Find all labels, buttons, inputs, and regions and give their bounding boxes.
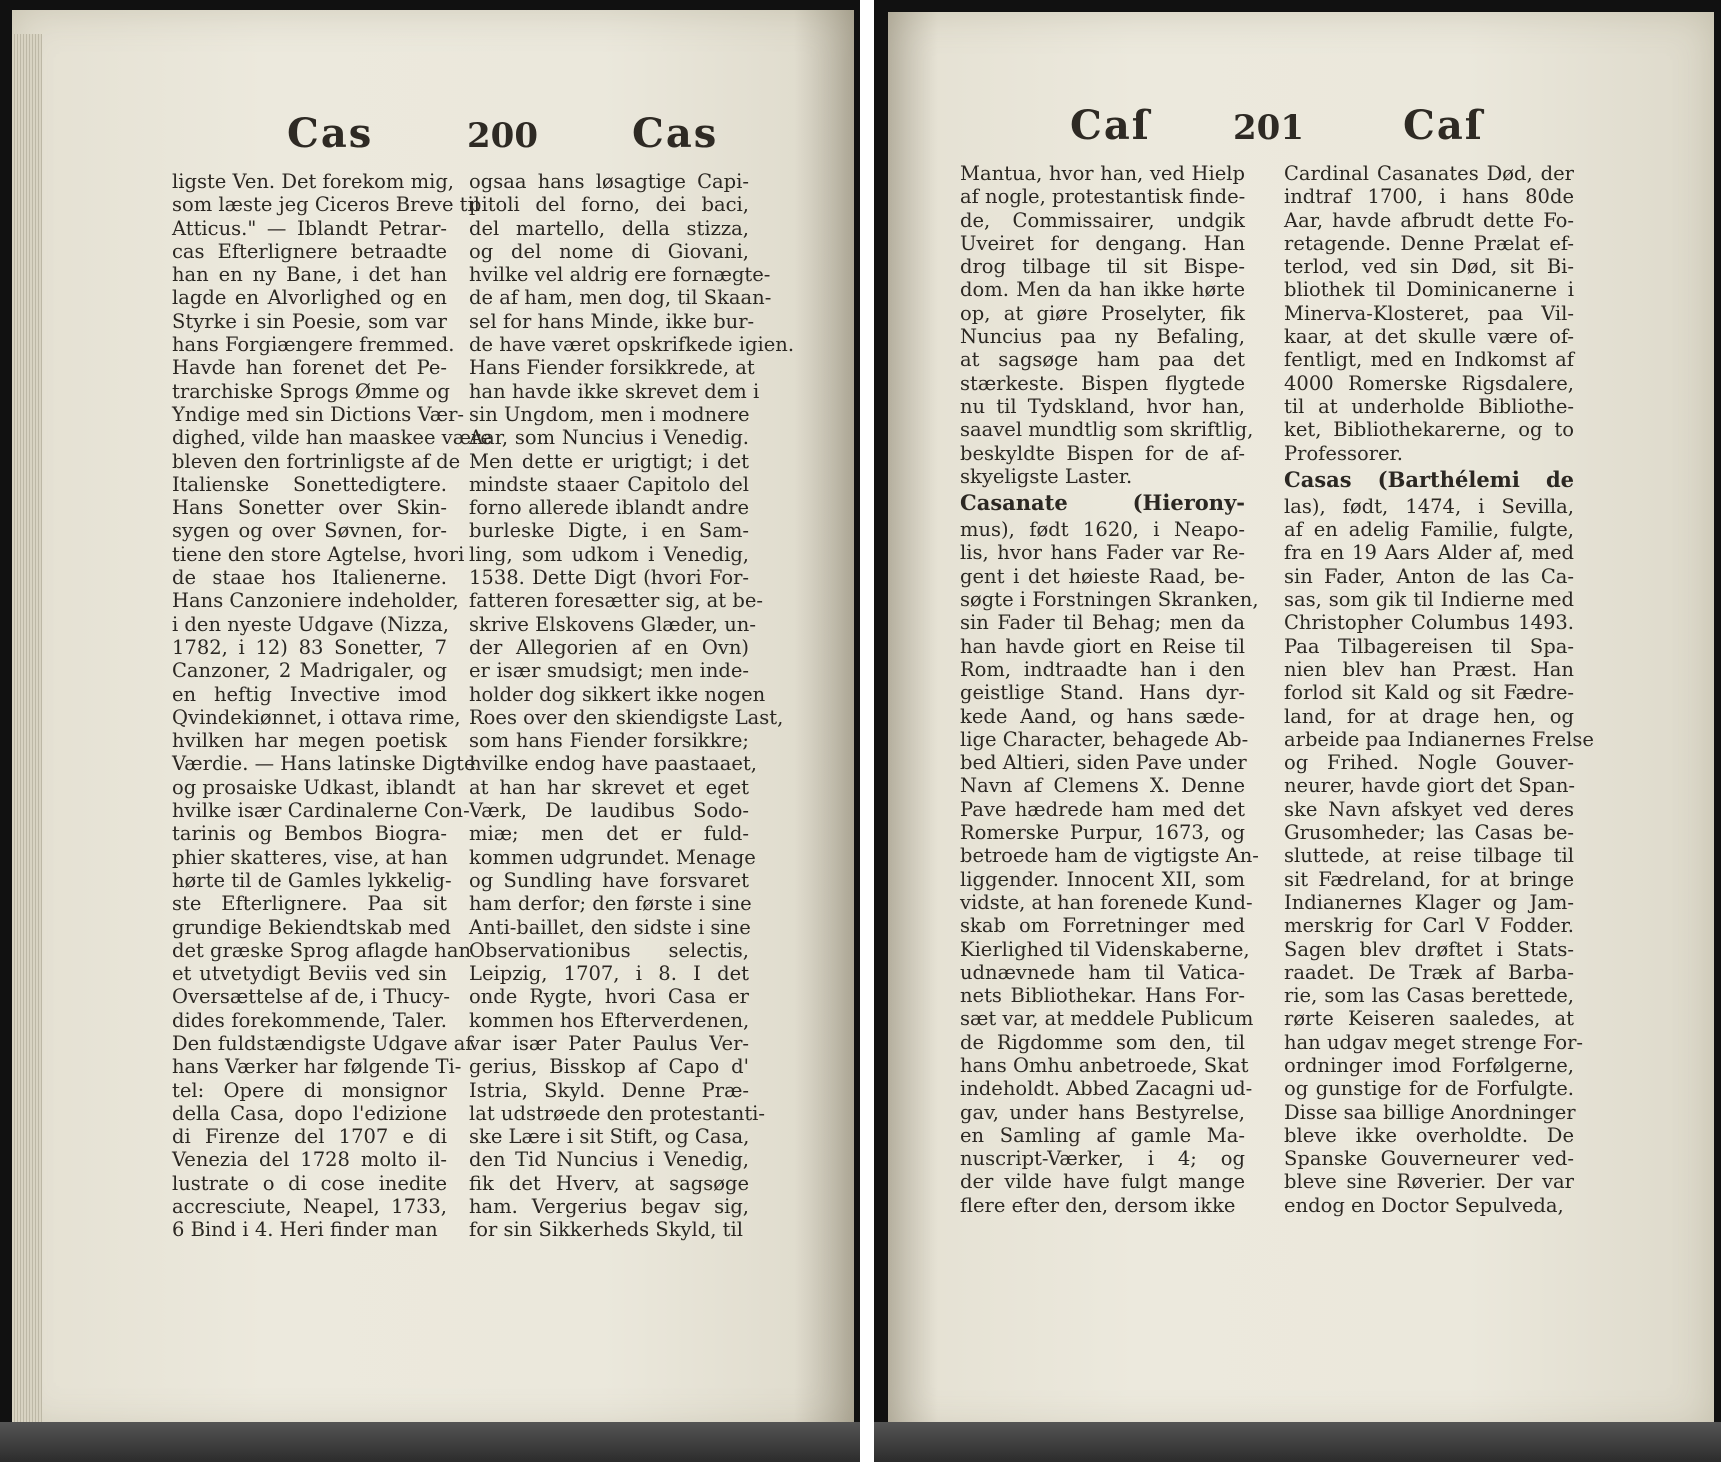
text-line: hvilke især Cardinalerne Con- [172, 799, 470, 823]
text-line: Minerva-Klosteret, paa Vil- [1284, 301, 1574, 325]
text-line: ske Navn afskyet ved deres [1284, 797, 1574, 821]
text-line: rie, som las Casas berettede, [1284, 984, 1574, 1008]
text-line: las), født, 1474, i Sevilla, [1284, 494, 1574, 518]
text-line: Uveiret for dengang. Han [960, 231, 1245, 255]
text-line: Sagen blev drøftet i Stats- [1284, 937, 1574, 961]
text-line: for sin Sikkerheds Skyld, til [469, 1218, 743, 1242]
text-line: fik det Hverv, at sagsøge [469, 1171, 749, 1195]
text-line: de staae hos Italienerne. [172, 566, 447, 590]
text-line: arbeide paa Indianernes Frelse [1284, 727, 1594, 751]
text-line: holder dog sikkert ikke nogen [469, 682, 766, 706]
text-line: til at underholde Bibliothe- [1284, 394, 1574, 418]
right-page [888, 12, 1714, 1432]
text-line: dom. Men da han ikke hørte [960, 278, 1245, 302]
text-line: tel: Opere di monsignor [172, 1078, 447, 1102]
text-line: terlod, ved sin Død, sit Bi- [1284, 255, 1574, 279]
text-line: et utvetydigt Beviis ved sin [172, 962, 447, 986]
text-line: Mantua, hvor han, ved Hielp [960, 162, 1245, 185]
text-line: ling, som udkom i Venedig, [469, 542, 749, 566]
text-line: de Rigdomme som den, til [960, 1030, 1245, 1054]
text-line: accresciute, Neapel, 1733, [172, 1195, 447, 1219]
right-page-column-2 [1284, 162, 1594, 1217]
text-line: nuscript-Værker, i 4; og [960, 1147, 1245, 1171]
text-line: nu til Tydskland, hvor han, [960, 394, 1245, 418]
scan-bottom-shadow-left [0, 1422, 860, 1462]
text-line: Værdie. — Hans latinske Digte [172, 752, 476, 776]
text-line: liggender. Innocent XII, som [960, 867, 1245, 891]
text-line: hørte til de Gamles lykkelig- [172, 868, 452, 892]
text-line: søgte i Forstningen Skranken, [960, 588, 1259, 612]
text-line: sin Ungdom, men i modnere [469, 402, 750, 426]
text-line: sel for hans Minde, ikke bur- [469, 309, 755, 333]
right-page-number: 201 [1233, 108, 1304, 148]
text-line: ham derfor; den første i sine [469, 892, 752, 916]
text-line: Christopher Columbus 1493. [1284, 611, 1574, 635]
text-line: beskyldte Bispen for de af- [960, 441, 1245, 465]
text-line: bed Altieri, siden Pave under [960, 751, 1247, 775]
text-line: Istria, Skyld. Denne Præ- [469, 1078, 749, 1102]
text-line: der vilde have fulgt mange [960, 1170, 1245, 1194]
text-line: at han har skrevet et eget [469, 775, 749, 799]
text-line: Casas (Barthélemi de [1284, 466, 1574, 492]
text-line: nien blev han Præst. Han [1284, 657, 1574, 681]
text-line: udnævnede ham til Vatica- [960, 960, 1245, 984]
text-line: rørte Keiseren saaledes, at [1284, 1007, 1574, 1031]
text-line: skrive Elskovens Glæder, un- [469, 612, 756, 636]
text-line: 4000 Romerske Rigsdalere, [1284, 371, 1574, 395]
text-line: gerius, Bisskop af Capo d' [469, 1055, 749, 1079]
text-line: indtraf 1700, i hans 80de [1284, 185, 1574, 209]
text-line: Hans Fiender forsikkrede, at [469, 356, 755, 380]
left-page-header [12, 110, 854, 160]
text-line: Cardinal Casanates Død, der [1284, 162, 1574, 185]
text-line: ket, Bibliothekarerne, og to [1284, 418, 1574, 442]
text-line: 1782, i 12) 83 Sonetter, 7 [172, 635, 447, 659]
text-line: han havde ikke skrevet dem i [469, 379, 760, 403]
text-line: de, Commissairer, undgik [960, 208, 1245, 232]
text-line: betroede ham de vigtigste An- [960, 844, 1259, 868]
text-line: lustrate o di cose inedite [172, 1171, 447, 1195]
text-line: hans Forgiængere fremmed. [172, 333, 455, 357]
text-line: del martello, della stizza, [469, 216, 749, 240]
text-line: dides forekommende, Taler. [172, 1008, 447, 1032]
text-line: og prosaiske Udkast, iblandt [172, 775, 456, 799]
text-line: Men dette er urigtigt; i det [469, 449, 749, 473]
text-line: trarchiske Sprogs Ømme og [172, 379, 450, 403]
right-page-column-1 [960, 162, 1259, 1217]
text-line: Grusomheder; las Casas be- [1284, 821, 1574, 845]
spine-shadow-right [888, 12, 938, 1432]
text-line: en Samling af gamle Ma- [960, 1123, 1245, 1147]
text-line: della Casa, dopo l'edizione [172, 1101, 447, 1125]
text-line: og del nome di Giovani, [469, 239, 749, 263]
text-line: 6 Bind i 4. Heri finder man [172, 1218, 438, 1242]
text-line: Styrke i sin Poesie, som var [172, 309, 447, 333]
text-line: Leipzig, 1707, i 8. I det [469, 962, 749, 986]
text-line: sin Fader til Behag; men da [960, 611, 1245, 635]
text-line: bleven den fortrinligste af de [172, 449, 461, 473]
text-line: onde Rygte, hvori Casa er [469, 985, 749, 1009]
text-line: Professorer. [1284, 441, 1403, 465]
text-line: kaar, at det skulle være of- [1284, 325, 1574, 349]
text-line: som læste jeg Ciceros Breve til [172, 193, 480, 217]
text-line: Nuncius paa ny Befaling, [960, 325, 1245, 349]
text-line: en heftig Invective imod [172, 682, 447, 706]
text-line: Værk, De laudibus Sodo- [469, 799, 749, 823]
text-line: saavel mundtlig som skriftlig, [960, 418, 1254, 442]
text-line: Venezia del 1728 molto il- [172, 1148, 447, 1172]
text-line: ste Efterlignere. Paa sit [172, 892, 447, 916]
text-line: op, at giøre Proselyter, fik [960, 301, 1245, 325]
text-line: hans Omhu anbetroede, Skat [960, 1053, 1249, 1077]
text-line: hans Værker har følgende Ti- [172, 1055, 462, 1079]
text-line: Observationibus selectis, [469, 938, 749, 962]
text-line: ligste Ven. Det forekom mig, [172, 170, 455, 193]
text-line: Pave hædrede ham med det [960, 797, 1245, 821]
text-line: Yndige med sin Dictions Vær- [172, 402, 464, 426]
text-line: ske Lære i sit Stift, og Casa, [469, 1125, 750, 1149]
text-line: forlod sit Kald og sit Fædre- [1284, 681, 1574, 705]
text-line: Hans Canzoniere indeholder, [172, 589, 459, 613]
right-page-header [888, 102, 1714, 152]
text-line: Navn af Clemens X. Denne [960, 774, 1245, 798]
text-line: Atticus." — Iblandt Petrar- [172, 216, 447, 240]
text-line: lat udstrøede den protestanti- [469, 1101, 765, 1125]
text-line: skab om Forretninger med [960, 914, 1245, 938]
text-line: kede Aand, og hans sæde- [960, 704, 1245, 728]
text-line: af nogle, protestantisk finde- [960, 185, 1246, 209]
text-line: merskrig for Carl V Fodder. [1284, 914, 1574, 938]
text-line: gent i det høieste Raad, be- [960, 564, 1245, 588]
text-line: mindste staaer Capitolo del [469, 472, 749, 496]
left-page-column-2 [469, 170, 795, 1242]
text-line: Havde han forenet det Pe- [172, 356, 447, 380]
text-line: sæt var, at meddele Publicum [960, 1007, 1254, 1031]
right-header-word-left: Caſ [1070, 102, 1151, 149]
text-line: di Firenze del 1707 e di [172, 1125, 447, 1149]
text-line: ogsaa hans løsagtige Capi- [469, 170, 749, 193]
text-line: og Sundling have forsvaret [469, 868, 749, 892]
text-line: raadet. De Træk af Barba- [1284, 960, 1574, 984]
text-line: Paa Tilbagereisen til Spa- [1284, 634, 1574, 658]
text-line: Rom, indtraadte han i den [960, 657, 1245, 681]
text-line: Indianernes Klager og Jam- [1284, 890, 1574, 914]
text-line: lagde en Alvorlighed og en [172, 286, 447, 310]
left-page-number: 200 [467, 116, 538, 156]
text-line: endog en Doctor Sepulveda, [1284, 1193, 1564, 1217]
text-line: de af ham, men dog, til Skaan- [469, 286, 772, 310]
text-line: lige Character, behagede Ab- [960, 727, 1249, 751]
text-line: forno allerede iblandt andre [469, 496, 749, 520]
text-line: sluttede, at reise tilbage til [1284, 844, 1574, 868]
text-line: i den nyeste Udgave (Nizza, [172, 612, 449, 636]
left-header-word-right: Cas [632, 110, 719, 157]
text-line: tarinis og Bembos Biogra- [172, 822, 447, 846]
text-line: bleve sine Røverier. Der var [1284, 1170, 1574, 1194]
text-line: Aar, havde afbrudt dette Fo- [1284, 208, 1574, 232]
text-line: drog tilbage til sit Bispe- [960, 255, 1245, 279]
text-line: fra en 19 Aars Alder af, med [1284, 541, 1574, 565]
text-line: ham. Vergerius begav sig, [469, 1195, 749, 1219]
text-line: der Allegorien af en Ovn) [469, 635, 749, 659]
text-line: phier skatteres, vise, at han [172, 845, 448, 869]
text-line: er især smudsigt; men inde- [469, 659, 749, 683]
text-line: Kierlighed til Videnskaberne, [960, 937, 1250, 961]
text-line: han udgav meget strenge For- [1284, 1030, 1583, 1054]
text-line: vidste, at han forenede Kund- [960, 890, 1253, 914]
text-line: bliothek til Dominicanerne i [1284, 278, 1574, 302]
text-line: ordninger imod Forfølgerne, [1284, 1053, 1574, 1077]
text-line: han en ny Bane, i det han [172, 263, 447, 287]
text-line: lis, hvor hans Fader var Re- [960, 541, 1245, 565]
text-line: sas, som gik til Indierne med [1284, 588, 1574, 612]
text-line: de have været opskrifkede igien. [469, 333, 795, 357]
text-line: Casanate (Hierony- [960, 490, 1245, 516]
scan-bottom-shadow-right [874, 1422, 1721, 1462]
text-line: indeholdt. Abbed Zacagni ud- [960, 1077, 1253, 1101]
text-line: og gunstige for de Forfulgte. [1284, 1077, 1574, 1101]
scan-divider [860, 0, 874, 1462]
left-header-word-left: Cas [287, 110, 374, 157]
text-line: Hans Sonetter over Skin- [172, 496, 447, 520]
text-line: den Tid Nuncius i Venedig, [469, 1148, 749, 1172]
page-edges [12, 34, 42, 1434]
text-line: Qvindekiønnet, i ottava rime, [172, 705, 461, 729]
text-line: Canzoner, 2 Madrigaler, og [172, 659, 447, 683]
text-line: Aar, som Nuncius i Venedig. [469, 426, 749, 450]
text-line: Disse saa billige Anordninger [1284, 1100, 1576, 1124]
text-line: sygen og over Søvnen, for- [172, 519, 447, 543]
text-line: hvilken har megen poetisk [172, 729, 447, 753]
text-line: som hans Fiender forsikkre; [469, 729, 749, 753]
text-line: sit Fædreland, for at bringe [1284, 867, 1574, 891]
text-line: miæ; men det er fuld- [469, 822, 749, 846]
text-line: og Frihed. Nogle Gouver- [1284, 751, 1574, 775]
text-line: hvilke endog have paastaaet, [469, 752, 757, 776]
text-line: pitoli del forno, dei baci, [469, 193, 749, 217]
left-page [12, 10, 854, 1430]
text-line: neurer, havde giort det Span- [1284, 774, 1576, 798]
text-line: geistlige Stand. Hans dyr- [960, 681, 1245, 705]
spine-shadow-left [794, 10, 854, 1430]
text-line: stærkeste. Bispen flygtede [960, 371, 1245, 395]
text-line: nets Bibliothekar. Hans For- [960, 984, 1245, 1008]
left-page-column-1 [172, 170, 492, 1242]
text-line: dighed, vilde han maaskee være [172, 426, 492, 450]
text-line: flere efter den, dersom ikke [960, 1193, 1236, 1217]
text-line: cas Efterlignere betraadte [172, 239, 447, 263]
text-line: gav, under hans Bestyrelse, [960, 1100, 1245, 1124]
text-line: skyeligste Laster. [960, 464, 1133, 488]
text-line: 1538. Dette Digt (hvori For- [469, 566, 749, 590]
text-line: tiene den store Agtelse, hvori [172, 542, 465, 566]
text-line: mus), født 1620, i Neapo- [960, 518, 1245, 542]
text-line: af en adelig Familie, fulgte, [1284, 518, 1574, 542]
text-line: sin Fader, Anton de las Ca- [1284, 564, 1574, 588]
text-line: fentligt, med en Indkomst af [1284, 348, 1574, 372]
text-line: Spanske Gouverneurer ved- [1284, 1147, 1574, 1171]
text-line: hvilke vel aldrig ere fornægte- [469, 263, 771, 287]
text-line: land, for at drage hen, og [1284, 704, 1574, 728]
text-line: Den fuldstændigste Udgave af [172, 1031, 473, 1055]
text-line: kommen hos Efterverdenen, [469, 1008, 750, 1032]
text-line: det græske Sprog aflagde han [172, 938, 472, 962]
text-line: Anti-baillet, den sidste i sine [469, 915, 751, 939]
text-line: Roes over den skiendigste Last, [469, 705, 784, 729]
text-line: fatteren foresætter sig, at be- [469, 589, 763, 613]
right-header-word-right: Caſ [1403, 102, 1484, 149]
text-line: bleve ikke overholdte. De [1284, 1123, 1574, 1147]
text-line: han havde giort en Reise til [960, 634, 1245, 658]
text-line: Italienske Sonettedigtere. [172, 472, 447, 496]
text-line: at sagsøge ham paa det [960, 348, 1245, 372]
text-line: Oversættelse af de, i Thucy- [172, 985, 450, 1009]
text-line: kommen udgrundet. Menage [469, 845, 756, 869]
text-line: burleske Digte, i en Sam- [469, 519, 749, 543]
text-line: grundige Bekiendtskab med [172, 915, 451, 939]
text-line: retagende. Denne Prælat ef- [1284, 231, 1574, 255]
text-line: var især Pater Paulus Ver- [469, 1031, 749, 1055]
text-line: Romerske Purpur, 1673, og [960, 821, 1245, 845]
